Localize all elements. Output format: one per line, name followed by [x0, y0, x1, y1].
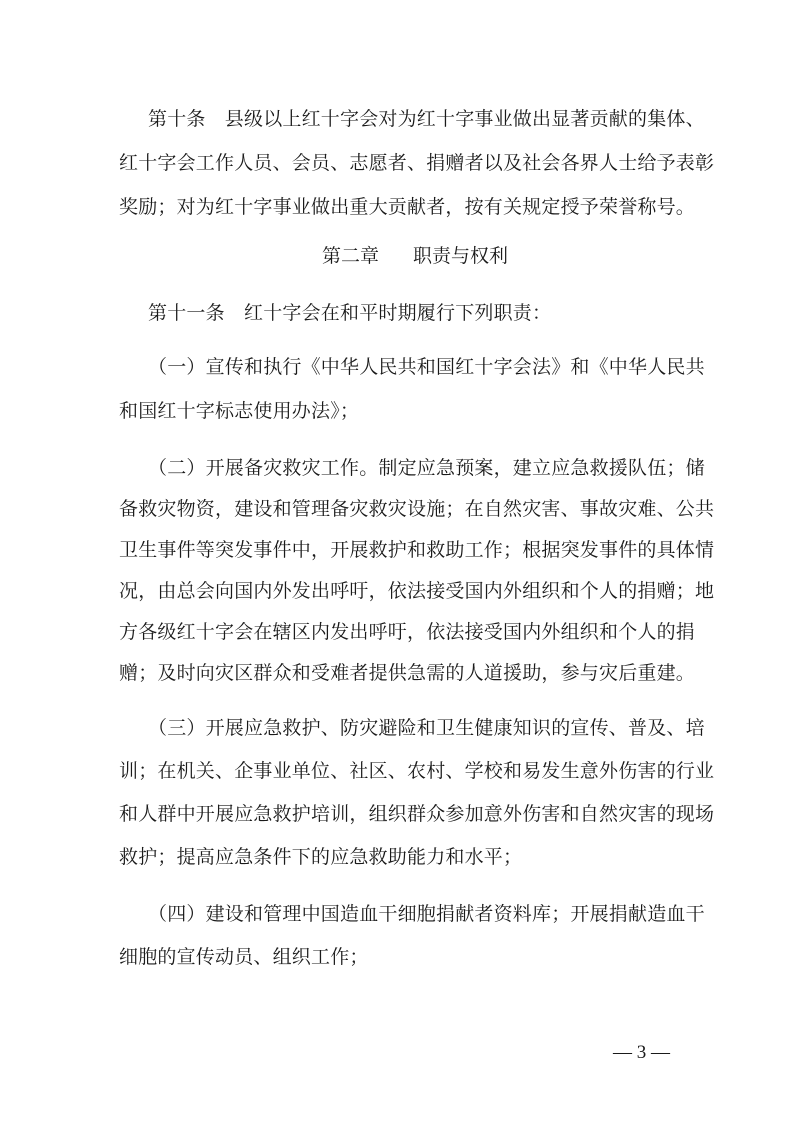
- item-4-line-1: （四）建设和管理中国造血干细胞捐献者资料库；开展捐献造血干: [148, 903, 705, 925]
- item-3-line-2: 训；在机关、企事业单位、社区、农村、学校和易发生意外伤害的行业: [119, 760, 715, 782]
- item-2-line-5: 方各级红十字会在辖区内发出呼吁，依法接受国内外组织和个人的捐: [119, 621, 696, 643]
- item-3-line-4: 救护；提高应急条件下的应急救助能力和水平；: [119, 846, 523, 868]
- item-2-line-4: 况，由总会向国内外发出呼吁，依法接受国内外组织和个人的捐赠；地: [119, 580, 715, 602]
- chapter-title: 职责与权利: [413, 245, 509, 267]
- item-1-line-1: （一）宣传和执行《中华人民共和国红十字会法》和《中华人民共: [148, 356, 705, 378]
- article-11-intro: 第十一条 红十字会在和平时期履行下列职责：: [148, 302, 552, 324]
- article-10-line-3: 奖励；对为红十字事业做出重大贡献者，按有关规定授予荣誉称号。: [119, 196, 696, 218]
- item-2-line-2: 备救灾物资，建设和管理备灾救灾设施；在自然灾害、事故灾难、公共: [119, 498, 715, 520]
- item-2-line-1: （二）开展备灾救灾工作。制定应急预案，建立应急救援队伍；储: [148, 457, 705, 479]
- item-4-line-2: 细胞的宣传动员、组织工作；: [119, 946, 369, 968]
- item-2-line-6: 赠；及时向灾区群众和受难者提供急需的人道援助，参与灾后重建。: [119, 662, 696, 684]
- item-3-line-3: 和人群中开展应急救护培训，组织群众参加意外伤害和自然灾害的现场: [119, 803, 715, 825]
- article-10-line-1: 第十条 县级以上红十字会对为红十字事业做出显著贡献的集体、: [148, 108, 705, 130]
- item-1-line-2: 和国红十字标志使用办法》；: [119, 400, 360, 422]
- chapter-number: 第二章: [322, 245, 380, 267]
- page-number: — 3 —: [613, 1042, 670, 1063]
- article-10-line-2: 红十字会工作人员、会员、志愿者、捐赠者以及社会各界人士给予表彰: [119, 152, 715, 174]
- item-3-line-1: （三）开展应急救护、防灾避险和卫生健康知识的宣传、普及、培: [148, 717, 705, 739]
- item-2-line-3: 卫生事件等突发事件中，开展救护和救助工作；根据突发事件的具体情: [119, 539, 715, 561]
- chapter-heading: [322, 245, 508, 267]
